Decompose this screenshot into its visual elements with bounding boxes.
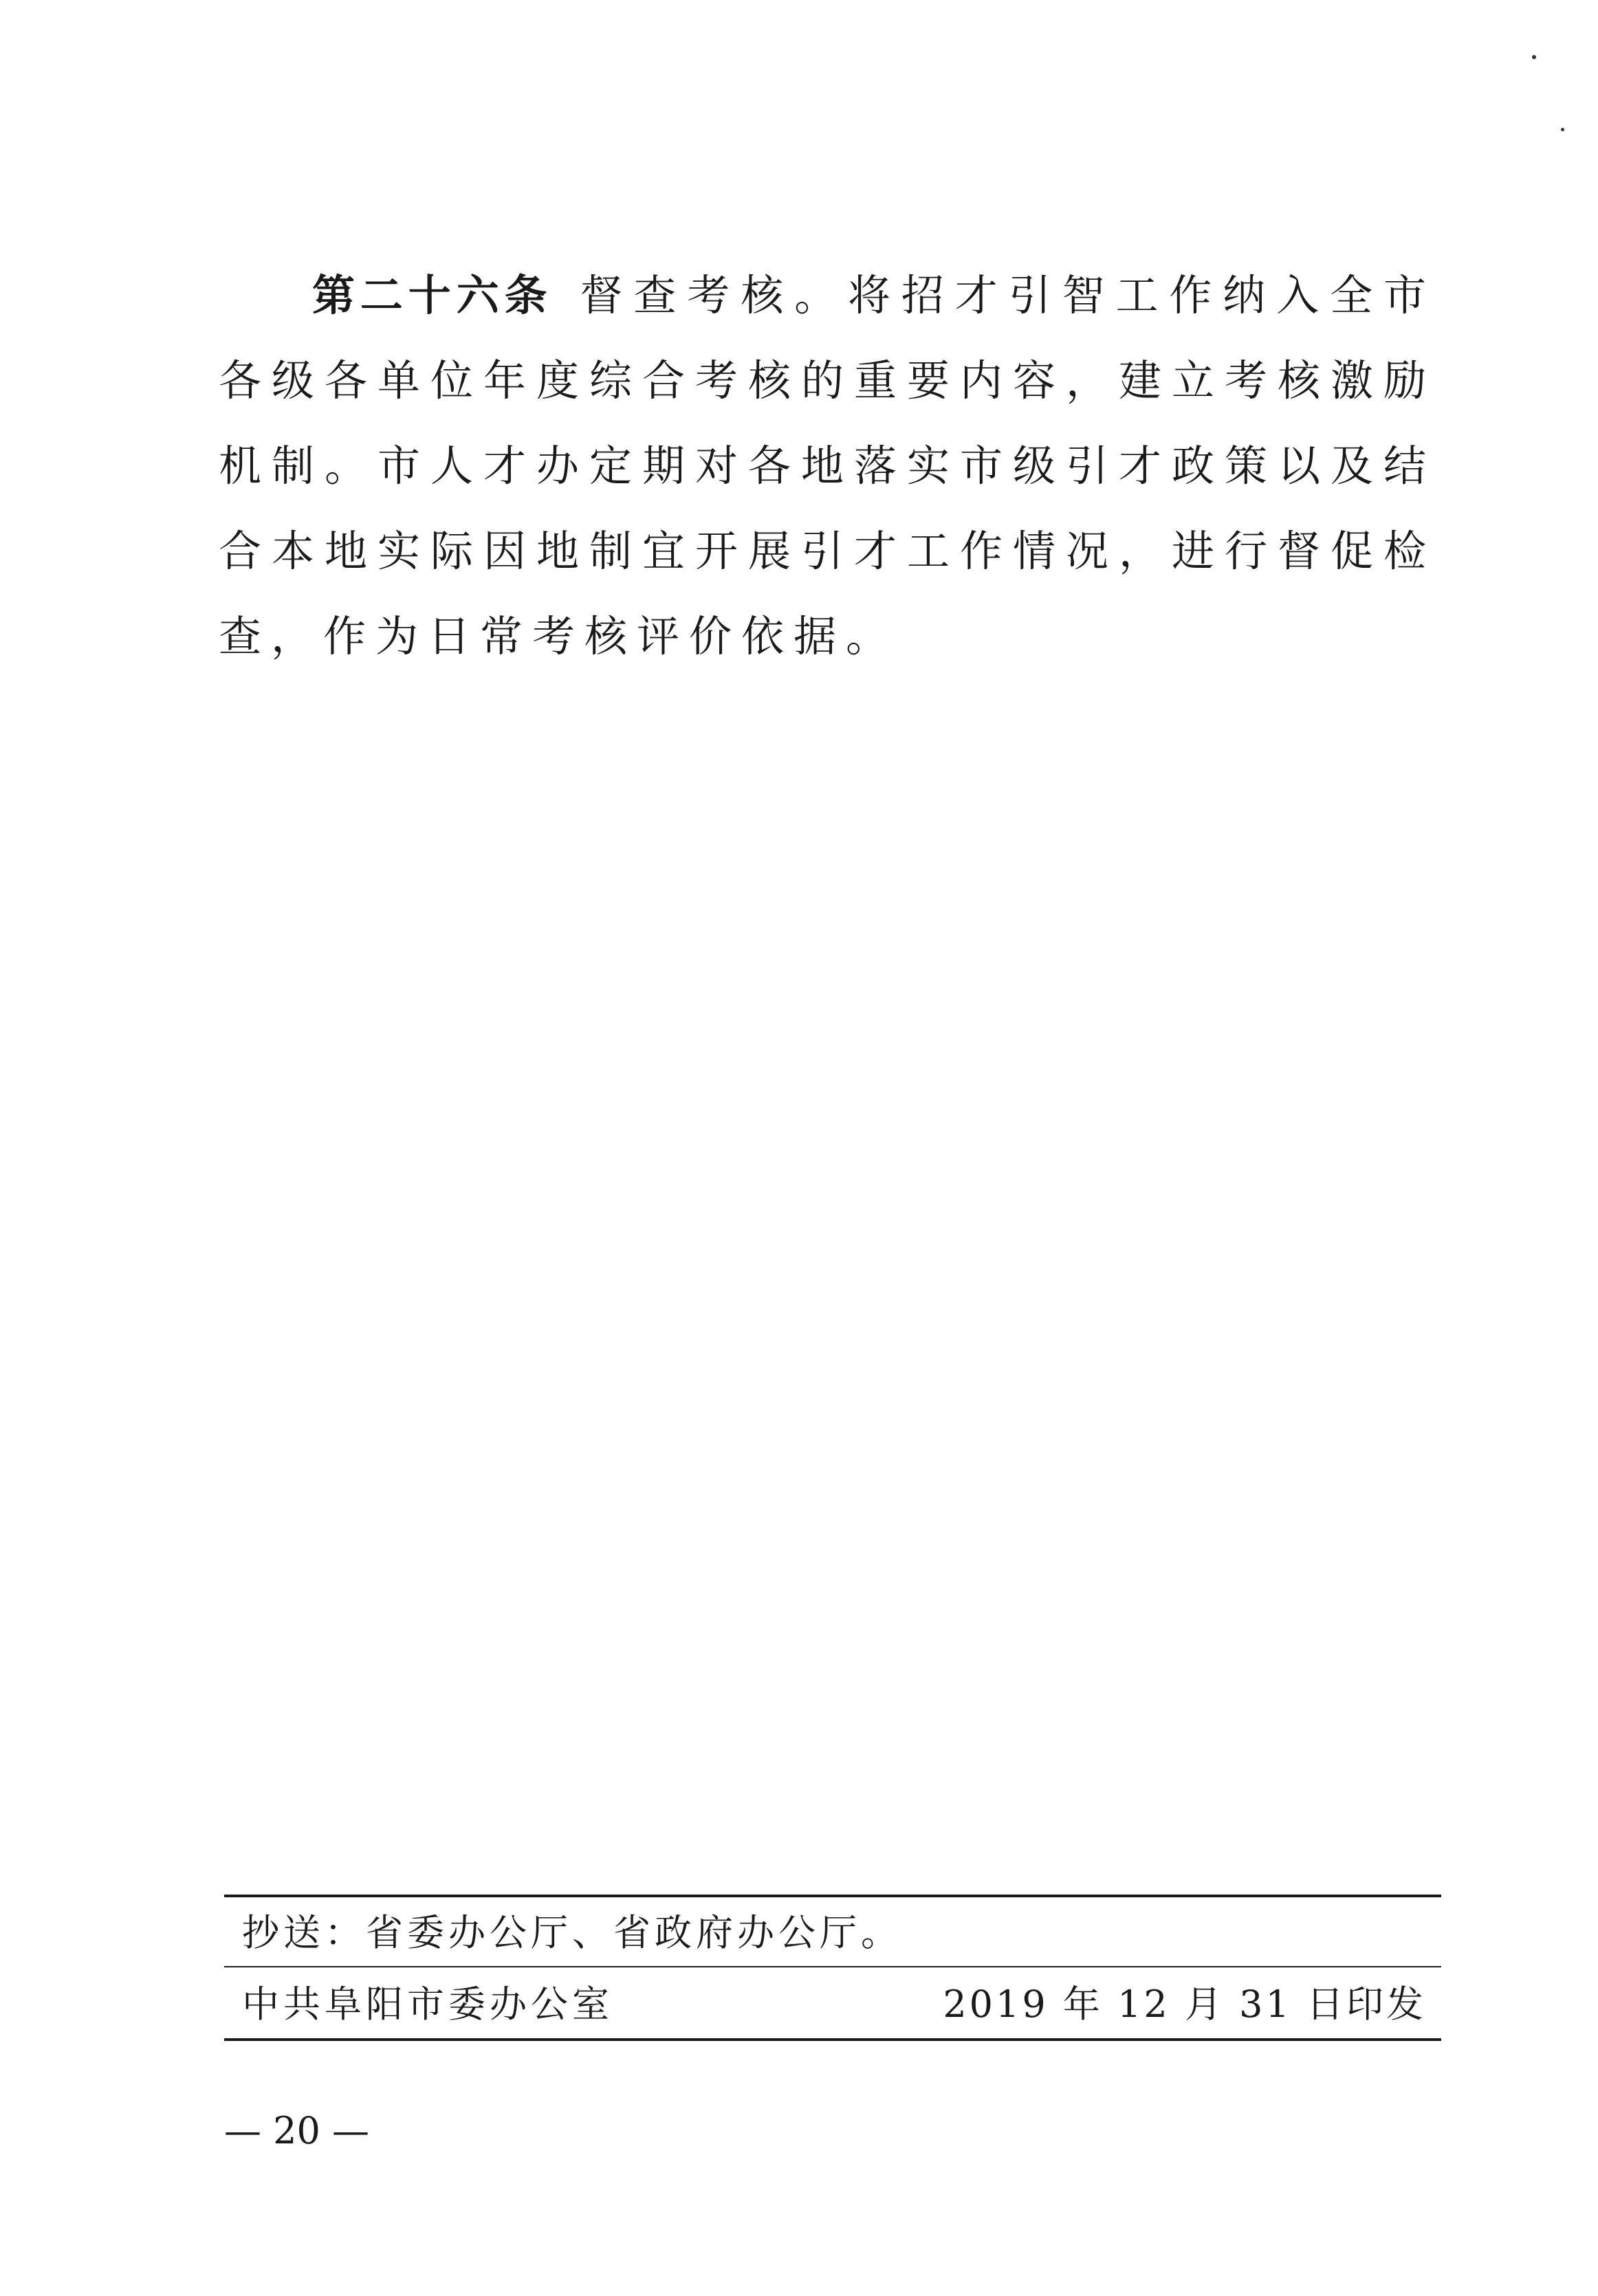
article-paragraph	[219, 253, 1436, 679]
footer-middle-rule	[224, 1966, 1441, 1967]
issuer-name: 中共阜阳市委办公室	[242, 1983, 613, 2026]
footer-top-rule	[224, 1895, 1441, 1897]
footer-bottom-rule	[224, 2038, 1441, 2041]
issue-date: 2019 年 12 月 31 日印发	[943, 1983, 1426, 2026]
article-title: 第二十六条	[312, 270, 553, 320]
scan-speck	[1561, 128, 1564, 131]
page-number: — 20 —	[224, 2109, 370, 2152]
cc-line: 抄送：省委办公厅、省政府办公厅。	[242, 1911, 902, 1954]
scan-speck	[1532, 55, 1536, 59]
article-body: 督查考核。将招才引智工作纳入全市各级各单位年度综合考核的重要内容，建立考核激励机制。市人才办定期对各地落实市级引才政策以及结合本地实际因地制宜开展引才工作情况，进行督促检查，作为日常考核评价依据。	[219, 270, 1436, 661]
